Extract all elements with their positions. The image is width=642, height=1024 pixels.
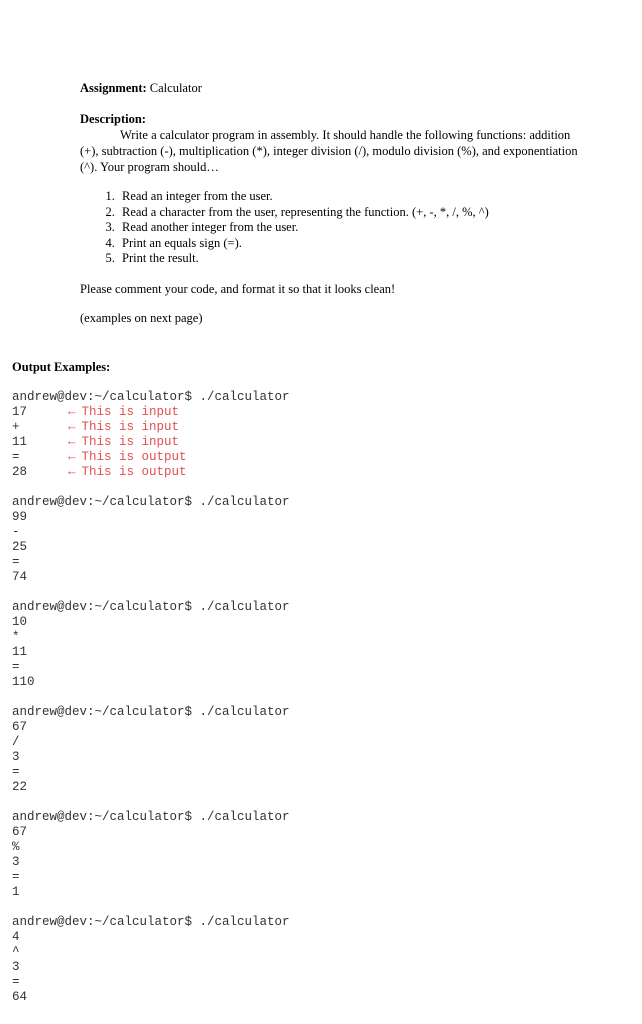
step-item: 1. Read an integer from the user.: [118, 189, 590, 205]
terminal-line: [12, 735, 632, 750]
io-annotation: This is output: [81, 450, 187, 464]
left-arrow-icon: ←: [68, 405, 76, 419]
terminal-prompt: andrew@dev:~/calculator$ ./calculator: [12, 810, 290, 824]
terminal-value: 74: [12, 570, 28, 584]
terminal-value: 25: [12, 540, 28, 554]
terminal-line: [12, 525, 632, 540]
terminal-example: [12, 390, 632, 480]
step-item: 4. Print an equals sign (=).: [118, 236, 590, 252]
terminal-line: [12, 825, 632, 840]
description-text: Write a calculator program in assembly. It should handle the following functions: addition (+), subtraction (-), multiplication (*), integer division (/), modulo division (%), and exponentiation (^). Your program should…: [80, 128, 578, 174]
terminal-value: 3: [12, 960, 20, 974]
terminal-line: [12, 675, 632, 690]
terminal-value: =: [12, 870, 20, 884]
io-annotation: This is input: [81, 405, 180, 419]
terminal-value: =: [12, 555, 20, 569]
terminal-value: 3: [12, 855, 20, 869]
terminal-example: [12, 600, 632, 690]
terminal-value: =: [12, 765, 20, 779]
terminal-line: [12, 720, 632, 735]
terminal-line: [12, 450, 632, 465]
assignment-title: [80, 79, 590, 97]
steps-list: [80, 189, 590, 267]
terminal-example: [12, 495, 632, 585]
terminal-example: [12, 705, 632, 795]
terminal-value: -: [12, 525, 20, 539]
terminal-line: [12, 435, 632, 450]
terminal-value: ^: [12, 945, 20, 959]
next-page-note: (examples on next page): [80, 310, 203, 325]
terminal-line: [12, 645, 632, 660]
terminal-line: [12, 930, 632, 945]
terminal-value: 4: [12, 930, 20, 944]
left-arrow-icon: ←: [68, 450, 76, 464]
terminal-example: [12, 915, 632, 1005]
terminal-value: 11: [12, 435, 28, 449]
terminal-line: [12, 615, 632, 630]
output-examples: [12, 390, 632, 1020]
terminal-line: [12, 570, 632, 585]
step-item: 5. Print the result.: [118, 251, 590, 267]
terminal-line: [12, 465, 632, 480]
terminal-value: 22: [12, 780, 28, 794]
terminal-value: =: [12, 450, 20, 464]
terminal-line: [12, 885, 632, 900]
terminal-example: [12, 810, 632, 900]
output-examples-heading: Output Examples:: [12, 360, 111, 374]
terminal-line: [12, 630, 632, 645]
assignment-title-value: Calculator: [149, 81, 202, 95]
terminal-value: /: [12, 735, 20, 749]
terminal-value: 1: [12, 885, 20, 899]
terminal-line: [12, 960, 632, 975]
terminal-value: +: [12, 420, 20, 434]
terminal-value: 10: [12, 615, 28, 629]
terminal-line: [12, 780, 632, 795]
assignment-section: [80, 79, 590, 326]
terminal-line: [12, 420, 632, 435]
terminal-line: [12, 540, 632, 555]
terminal-line: [12, 945, 632, 960]
terminal-line: [12, 855, 632, 870]
terminal-value: 28: [12, 465, 28, 479]
comment-note: Please comment your code, and format it so that it looks clean!: [80, 281, 396, 296]
terminal-prompt: andrew@dev:~/calculator$ ./calculator: [12, 495, 290, 509]
terminal-value: 17: [12, 405, 28, 419]
terminal-prompt: andrew@dev:~/calculator$ ./calculator: [12, 390, 290, 404]
io-annotation: This is output: [81, 465, 187, 479]
terminal-line: [12, 990, 632, 1005]
terminal-value: =: [12, 660, 20, 674]
terminal-value: 110: [12, 675, 35, 689]
terminal-line: [12, 750, 632, 765]
terminal-line: [12, 870, 632, 885]
left-arrow-icon: ←: [68, 420, 76, 434]
description-heading: Description:: [80, 112, 146, 126]
terminal-value: 67: [12, 720, 28, 734]
step-item: 3. Read another integer from the user.: [118, 220, 590, 236]
io-annotation: This is input: [81, 420, 180, 434]
terminal-prompt: andrew@dev:~/calculator$ ./calculator: [12, 705, 290, 719]
terminal-value: 3: [12, 750, 20, 764]
terminal-value: 99: [12, 510, 28, 524]
terminal-line: [12, 660, 632, 675]
terminal-value: =: [12, 975, 20, 989]
left-arrow-icon: ←: [68, 435, 76, 449]
terminal-prompt: andrew@dev:~/calculator$ ./calculator: [12, 600, 290, 614]
terminal-line: [12, 840, 632, 855]
terminal-value: *: [12, 630, 20, 644]
terminal-value: 67: [12, 825, 28, 839]
io-annotation: This is input: [81, 435, 180, 449]
assignment-title-label: Assignment:: [80, 81, 147, 95]
terminal-line: [12, 975, 632, 990]
terminal-line: [12, 510, 632, 525]
left-arrow-icon: ←: [68, 465, 76, 479]
terminal-line: [12, 405, 632, 420]
terminal-value: 64: [12, 990, 28, 1004]
step-item: 2. Read a character from the user, representing the function. (+, -, *, /, %, ^): [118, 205, 590, 221]
terminal-value: %: [12, 840, 20, 854]
terminal-line: [12, 765, 632, 780]
terminal-value: 11: [12, 645, 28, 659]
terminal-line: [12, 555, 632, 570]
terminal-prompt: andrew@dev:~/calculator$ ./calculator: [12, 915, 290, 929]
